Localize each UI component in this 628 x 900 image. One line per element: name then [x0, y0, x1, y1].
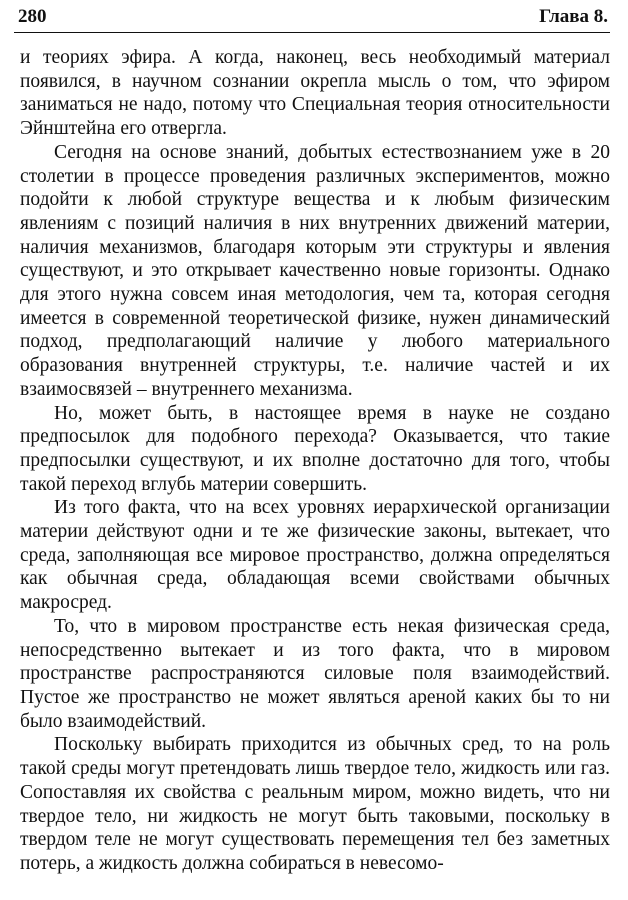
- chapter-title: Глава 8.: [539, 6, 608, 27]
- page-body: [20, 46, 610, 876]
- paragraph: Из того факта, что на всех уровнях иерархической организации материи действуют одни и те же физические законы, вытекает, что среда, заполняющая все мировое пространство, должна определяться как обычная среда, обладающая всеми свойствами обычных макросред.: [20, 497, 610, 614]
- paragraph: То, что в мировом пространстве есть некая физическая среда, непосредственно вытекает и из того факта, что в мировом пространстве распространяются силовые поля взаимодействий. Пустое же пространство не может являться ареной каких бы то ни было взаимодействий.: [20, 615, 610, 732]
- header-divider: [14, 32, 610, 33]
- running-header: [12, 4, 608, 30]
- paragraph-continued: и теориях эфира. А когда, наконец, весь необходимый материал появился, в научном сознании окрепла мысль о том, что эфиром заниматься не надо, потому что Специальная теория относительности Эйнштейна его отвергла.: [20, 47, 610, 140]
- paragraph: Но, может быть, в настоящее время в науке не создано предпосылок для подобного перехода? Оказывается, что такие предпосылки существуют, и их вполне достаточно для того, чтобы такой переход вглубь материи совершить.: [20, 402, 610, 495]
- paragraph: Сегодня на основе знаний, добытых естествознанием уже в 20 столетии в процессе проведения различных экспериментов, можно подойти к любой структуре вещества и к любым физическим явлениям с позиций наличия в них внутренних движений материи, наличия механизмов, благодаря которым эти структуры и явления существуют, и это открывает качественно новые горизонты. Однако для этого нужна совсем иная методология, чем та, которая сегодня имеется в современной теоретической физике, нужен динамический подход, предполагающий наличие у любого материального образования внутренней структуры, т.е. наличие частей и их взаимосвязей – внутреннего механизма.: [20, 141, 610, 400]
- paragraph: Поскольку выбирать приходится из обычных сред, то на роль такой среды могут претендовать лишь твердое тело, жидкость или газ. Сопоставляя их свойства с реальным миром, можно видеть, что ни твердое тело, ни жидкость не могут быть таковыми, поскольку в твердом теле не могут существовать перемещения тел без заметных потерь, а жидкость должна собираться в невесомо-: [20, 734, 610, 874]
- page-number: 280: [18, 6, 47, 27]
